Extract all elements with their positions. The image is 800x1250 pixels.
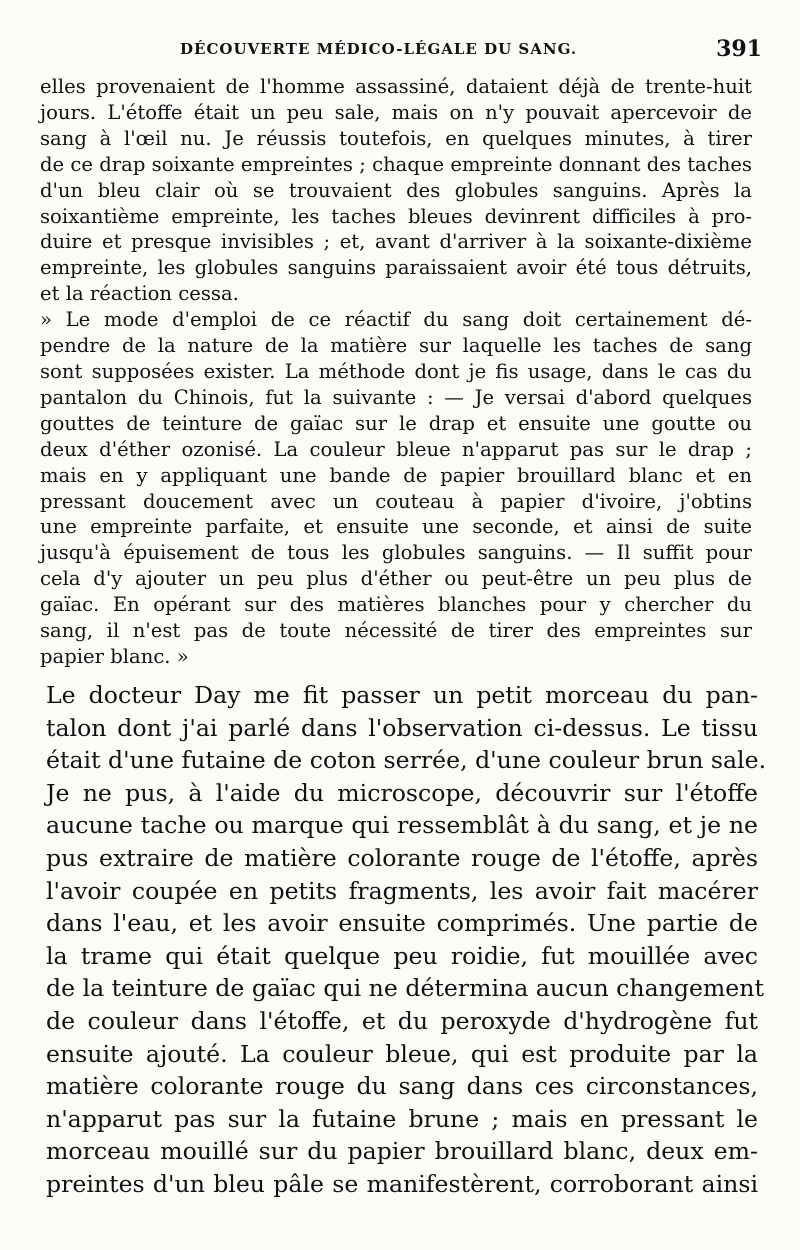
text-line: de ce drap soixante empreintes ; chaque empreinte donnant des taches [40,152,752,176]
text-line: était d'une futaine de coton serrée, d'une couleur brun sale. [46,746,767,775]
text-line: Je ne pus, à l'aide du microscope, découvrir sur l'étoffe [46,778,758,807]
text-line: talon dont j'ai parlé dans l'observation ci-dessus. Le tissu [46,713,758,742]
text-line: sang à l'œil nu. Je réussis toutefois, en quelques minutes, à tirer [40,126,752,150]
text-line: deux d'éther ozonisé. La couleur bleue n'apparut pas sur le drap ; [40,437,752,461]
text-line: » Le mode d'emploi de ce réactif du sang doit certainement dé- [40,308,752,332]
text-line: preintes d'un bleu pâle se manifestèrent, corroborant ainsi [46,1169,758,1198]
text-line: gouttes de teinture de gaïac sur le drap et ensuite une goutte ou [40,411,752,435]
text-line: sont supposées exister. La méthode dont je fis usage, dans le cas du [40,359,752,383]
page-header [48,36,768,62]
text-line: de couleur dans l'étoffe, et du peroxyde d'hydrogène fut [46,1006,758,1035]
text-line: pus extraire de matière colorante rouge de l'étoffe, après [46,843,758,872]
text-line: papier blanc. » [40,644,189,668]
quoted-passage [40,74,752,670]
page-number: 391 [716,36,762,62]
text-line: dans l'eau, et les avoir ensuite comprimés. Une partie de [46,909,758,938]
text-line: gaïac. En opérant sur des matières blanches pour y chercher du [40,593,752,617]
text-line: la trame qui était quelque peu roidie, fut mouillée avec [46,941,758,970]
text-line: aucune tache ou marque qui ressemblât à du sang, et je ne [46,811,758,840]
text-line: jours. L'étoffe était un peu sale, mais on n'y pouvait apercevoir de [40,100,752,124]
text-line: et la réaction cessa. [40,282,239,306]
text-line: duire et presque invisibles ; et, avant d'arriver à la soixante-dixième [40,230,752,254]
text-line: n'apparut pas sur la futaine brune ; mais en pressant le [46,1104,758,1133]
text-line: elles provenaient de l'homme assassiné, dataient déjà de trente-huit [40,75,752,98]
text-line: ensuite ajouté. La couleur bleue, qui est produite par la [46,1039,758,1068]
text-line: pressant doucement avec un couteau à papier d'ivoire, j'obtins [40,489,752,513]
text-line: cela d'y ajouter un peu plus d'éther ou peut-être un peu plus de [40,567,752,591]
text-line: Le docteur Day me fit passer un petit morceau du pan- [46,681,758,709]
text-line: d'un bleu clair où se trouvaient des globules sanguins. Après la [40,178,752,202]
text-line: de la teinture de gaïac qui ne détermina aucun changement [46,974,764,1003]
text-line: jusqu'à épuisement de tous les globules sanguins. — Il suffit pour [40,541,752,565]
text-line: pendre de la nature de la matière sur laquelle les taches de sang [40,334,752,358]
text-line: mais en y appliquant une bande de papier brouillard blanc et en [40,463,752,487]
text-line: empreinte, les globules sanguins paraissaient avoir été tous détruits, [40,256,752,280]
text-line: matière colorante rouge du sang dans ces circonstances, [46,1072,758,1101]
running-title: DÉCOUVERTE MÉDICO-LÉGALE DU SANG. [180,40,578,58]
body-paragraph [46,679,767,1201]
text-line: l'avoir coupée en petits fragments, les avoir fait macérer [46,876,758,905]
text-line: soixantième empreinte, les taches bleues devinrent difficiles à pro- [40,204,752,228]
text-line: pantalon du Chinois, fut la suivante : — Je versai d'abord quelques [40,385,752,409]
text-line: une empreinte parfaite, et ensuite une seconde, et ainsi de suite [40,515,752,539]
text-line: morceau mouillé sur du papier brouillard blanc, deux em- [46,1137,758,1166]
text-line: sang, il n'est pas de toute nécessité de tirer des empreintes sur [40,619,752,643]
